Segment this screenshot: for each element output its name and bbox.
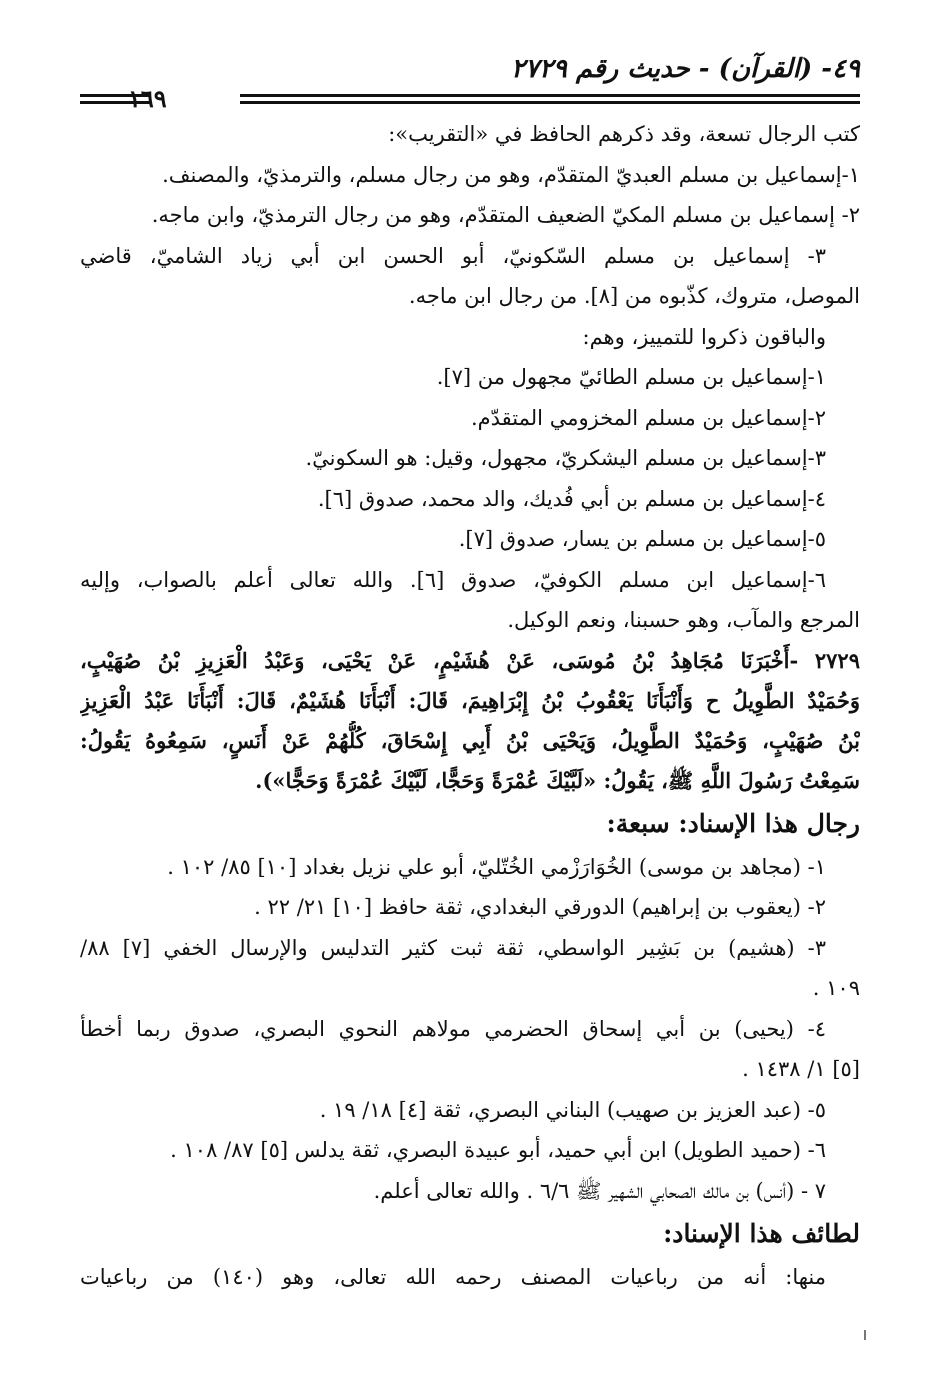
header-rule-left xyxy=(80,94,150,104)
text-line: ٣- إسماعيل بن مسلم السّكونيّ، أبو الحسن ابن أبي زياد الشاميّ، قاضي xyxy=(80,243,826,268)
section-heading-narrators: رجال هذا الإسناد: سبعة: xyxy=(606,808,860,838)
narrator-item-continuation: ١٠٩ . xyxy=(812,976,860,1000)
page-number: ١٦٩ xyxy=(128,84,167,113)
header-rule-right xyxy=(240,94,860,104)
list-item: ٢-إسماعيل بن مسلم المخزومي المتقدّم. xyxy=(470,405,826,430)
running-header xyxy=(80,40,860,113)
narrator-item: ٣- (هشيم) بن بَشِير الواسطي، ثقة ثبت كثير التدليس والإرسال الخفي [٧] ٨٨/ xyxy=(80,935,826,960)
narrator-item-continuation: [٥] ١/ ١٤٣٨ . xyxy=(742,1057,860,1081)
hadith-line: بْنُ صُهَيْبٍ، وَحُمَيْدٌ الطَّوِيلُ، وَيَحْيَى بْنُ أَبِي إِسْحَاقَ، كُلُّهُمْ عَنْ أَنَسٍ، سَمِعُوهُ يَقُولُ: xyxy=(80,727,860,753)
narrator-item: ٧ - (أنس) بن مالك الصحابي الشهير ﷺ ٦/٦ . والله تعالى أعلم. xyxy=(373,1178,826,1203)
text-line: كتب الرجال تسعة، وقد ذكرهم الحافظ في «التقريب»: xyxy=(388,122,860,146)
narrator-item: ٥- (عبد العزيز بن صهيب) البناني البصري، ثقة [٤] ١٨/ ١٩ . xyxy=(319,1097,826,1122)
list-item: ٦-إسماعيل ابن مسلم الكوفيّ، صدوق [٦]. والله تعالى أعلم بالصواب، وإليه xyxy=(80,567,826,592)
text-line: ٢- إسماعيل بن مسلم المكيّ الضعيف المتقدّم، وهو من رجال الترمذيّ، وابن ماجه. xyxy=(151,203,860,227)
hadith-line: وَحُمَيْدٌ الطَّوِيلُ ح وَأَنْبَأَنَا يَعْقُوبُ بْنُ إِبْرَاهِيمَ، قَالَ: أَنْبَأَنَا هُشَيْمٌ، قَالَ: أَنْبَأَنَا عَبْدُ الْعَزِيزِ xyxy=(80,687,860,713)
hadith-line: ٢٧٢٩ -أَخْبَرَنَا مُجَاهِدُ بْنُ مُوسَى، عَنْ هُشَيْمٍ، عَنْ يَحْيَى، وَعَبْدُ الْعَزِيزِ بْنُ صُهَيْبٍ، xyxy=(80,647,860,673)
chapter-title: ٤٩- (القرآن) - حديث رقم ٢٧٢٩ xyxy=(511,54,860,84)
text-line: المرجع والمآب، وهو حسبنا، ونعم الوكيل. xyxy=(507,608,860,632)
book-page xyxy=(80,40,860,1298)
list-item: ٥-إسماعيل بن مسلم بن يسار، صدوق [٧]. xyxy=(458,527,826,551)
list-item: ١-إسماعيل بن مسلم الطائيّ مجهول من [٧]. xyxy=(436,365,826,389)
margin-mark xyxy=(864,1330,866,1340)
text-line: الموصل، متروك، كذّبوه من [٨]. من رجال ابن ماجه. xyxy=(408,284,860,308)
narrator-item: ١- (مجاهد بن موسى) الخُوَارَزْمي الخُتّليّ، أبو علي نزيل بغداد [١٠] ٨٥/ ١٠٢ . xyxy=(167,854,826,879)
page-body xyxy=(80,114,860,1298)
hadith-line: سَمِعْتُ رَسُولَ اللَّهِ ﷺ، يَقُولُ: «لَبَّيْكَ عُمْرَةً وَحَجًّا، لَبَّيْكَ عُمْرَةً وَحَجًّا»). xyxy=(255,767,860,793)
narrator-item: ٤- (يحيى) بن أبي إسحاق الحضرمي مولاهم النحوي البصري، صدوق ربما أخطأ xyxy=(80,1016,826,1041)
list-item: ٣-إسماعيل بن مسلم اليشكريّ، مجهول، وقيل: هو السكونيّ. xyxy=(305,446,826,470)
section-heading-subtleties: لطائف هذا الإسناد: xyxy=(663,1219,860,1248)
text-line: والباقون ذكروا للتمييز، وهم: xyxy=(582,324,826,349)
narrator-item: ٦- (حميد الطويل) ابن أبي حميد، أبو عبيدة البصري، ثقة يدلس [٥] ٨٧/ ١٠٨ . xyxy=(170,1138,826,1162)
narrator-item: ٢- (يعقوب بن إبراهيم) الدورقي البغدادي، ثقة حافظ [١٠] ٢١/ ٢٢ . xyxy=(254,895,826,919)
list-item: ٤-إسماعيل بن مسلم بن أبي فُديك، والد محمد، صدوق [٦]. xyxy=(317,486,826,511)
text-line: ١-إسماعيل بن مسلم العبديّ المتقدّم، وهو من رجال مسلم، والترمذيّ، والمصنف. xyxy=(162,162,860,187)
text-line: منها: أنه من رباعيات المصنف رحمه الله تعالى، وهو (١٤٠) من رباعيات xyxy=(80,1265,826,1289)
